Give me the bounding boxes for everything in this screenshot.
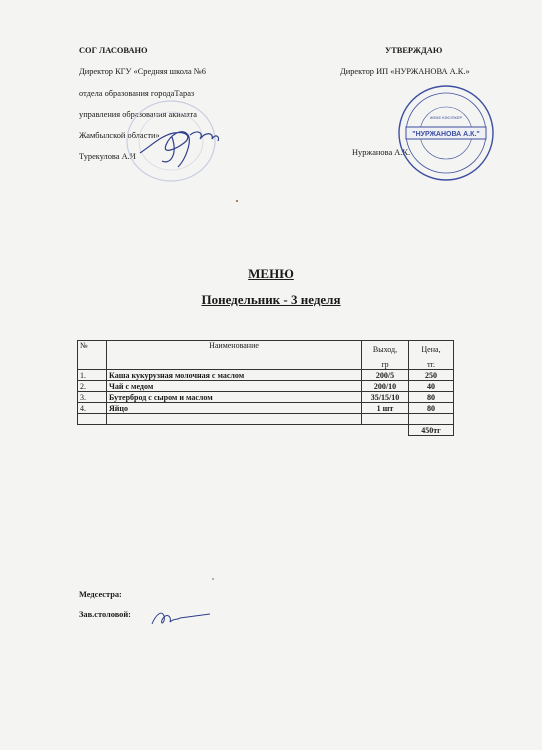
row-num: 4. [78,403,107,414]
row-num: 3. [78,392,107,403]
menu-table [77,340,454,436]
header-yield-unit: гр [381,360,389,369]
company-stamp-icon [396,83,496,183]
canteen-manager-label: Зав.столовой: [79,610,131,619]
row-num: 2. [78,381,107,392]
row-price: 80 [409,403,454,414]
table-row [78,403,454,414]
approval-left-line: Жамбылской области» [79,131,160,141]
approval-left-header: СОГ ЛАСОВАНО [79,46,148,55]
canteen-signature-icon [148,606,214,630]
stamp-center-text: "НУРЖАНОВА А.К." [412,131,480,138]
nurse-label: Медсестра: [79,590,122,599]
menu-title: МЕНЮ [248,266,294,281]
table-row-empty [78,414,454,425]
row-yield: 35/15/10 [362,392,409,403]
approval-left-line: Директор КГУ «Средняя школа №6 [79,67,206,77]
table-row [78,381,454,392]
table-row [78,370,454,381]
row-price: 80 [409,392,454,403]
row-price: 250 [409,370,454,381]
approval-right-signer: Нуржанова А.К. [352,148,411,157]
header-price-unit: тг. [427,360,435,369]
row-price: 40 [409,381,454,392]
approval-right-director: Директор ИП «НУРЖАНОВА А.К.» [340,67,470,77]
row-yield: 200/10 [362,381,409,392]
header-price [409,341,454,370]
row-name: Бутерброд с сыром и маслом [107,392,362,403]
row-num: 1. [78,370,107,381]
total-value: 450тг [409,425,454,436]
table-row [78,392,454,403]
total-spacer [78,425,107,436]
table-total-row [78,425,454,436]
header-price-label: Цена, [421,345,441,354]
header-yield [362,341,409,370]
row-yield [362,414,409,425]
header-name: Наименование [107,341,362,370]
approval-left-signer: Турекулова А.И [79,152,136,162]
speck [236,200,238,202]
row-price [409,414,454,425]
row-yield: 200/5 [362,370,409,381]
row-name [107,414,362,425]
row-name: Яйцо [107,403,362,414]
approval-left-line: отдела образования городаТараз [79,88,195,98]
header-yield-label: Выход, [372,345,398,354]
table-header-row [78,341,454,370]
approval-left-line: управления образования акимата [79,109,197,119]
total-spacer [362,425,409,436]
row-yield: 1 шт [362,403,409,414]
menu-subtitle: Понедельник - 3 неделя [201,292,341,307]
row-name: Каша кукурузная молочная с маслом [107,370,362,381]
row-name: Чай с медом [107,381,362,392]
speck [212,578,214,580]
stamp-top-text: ЖЕКЕ КӘСІПКЕР [429,115,463,120]
header-num: № [78,341,107,370]
signature-icon [132,115,222,175]
total-spacer [107,425,362,436]
approval-right-header: УТВЕРЖДАЮ [385,46,443,55]
row-num [78,414,107,425]
